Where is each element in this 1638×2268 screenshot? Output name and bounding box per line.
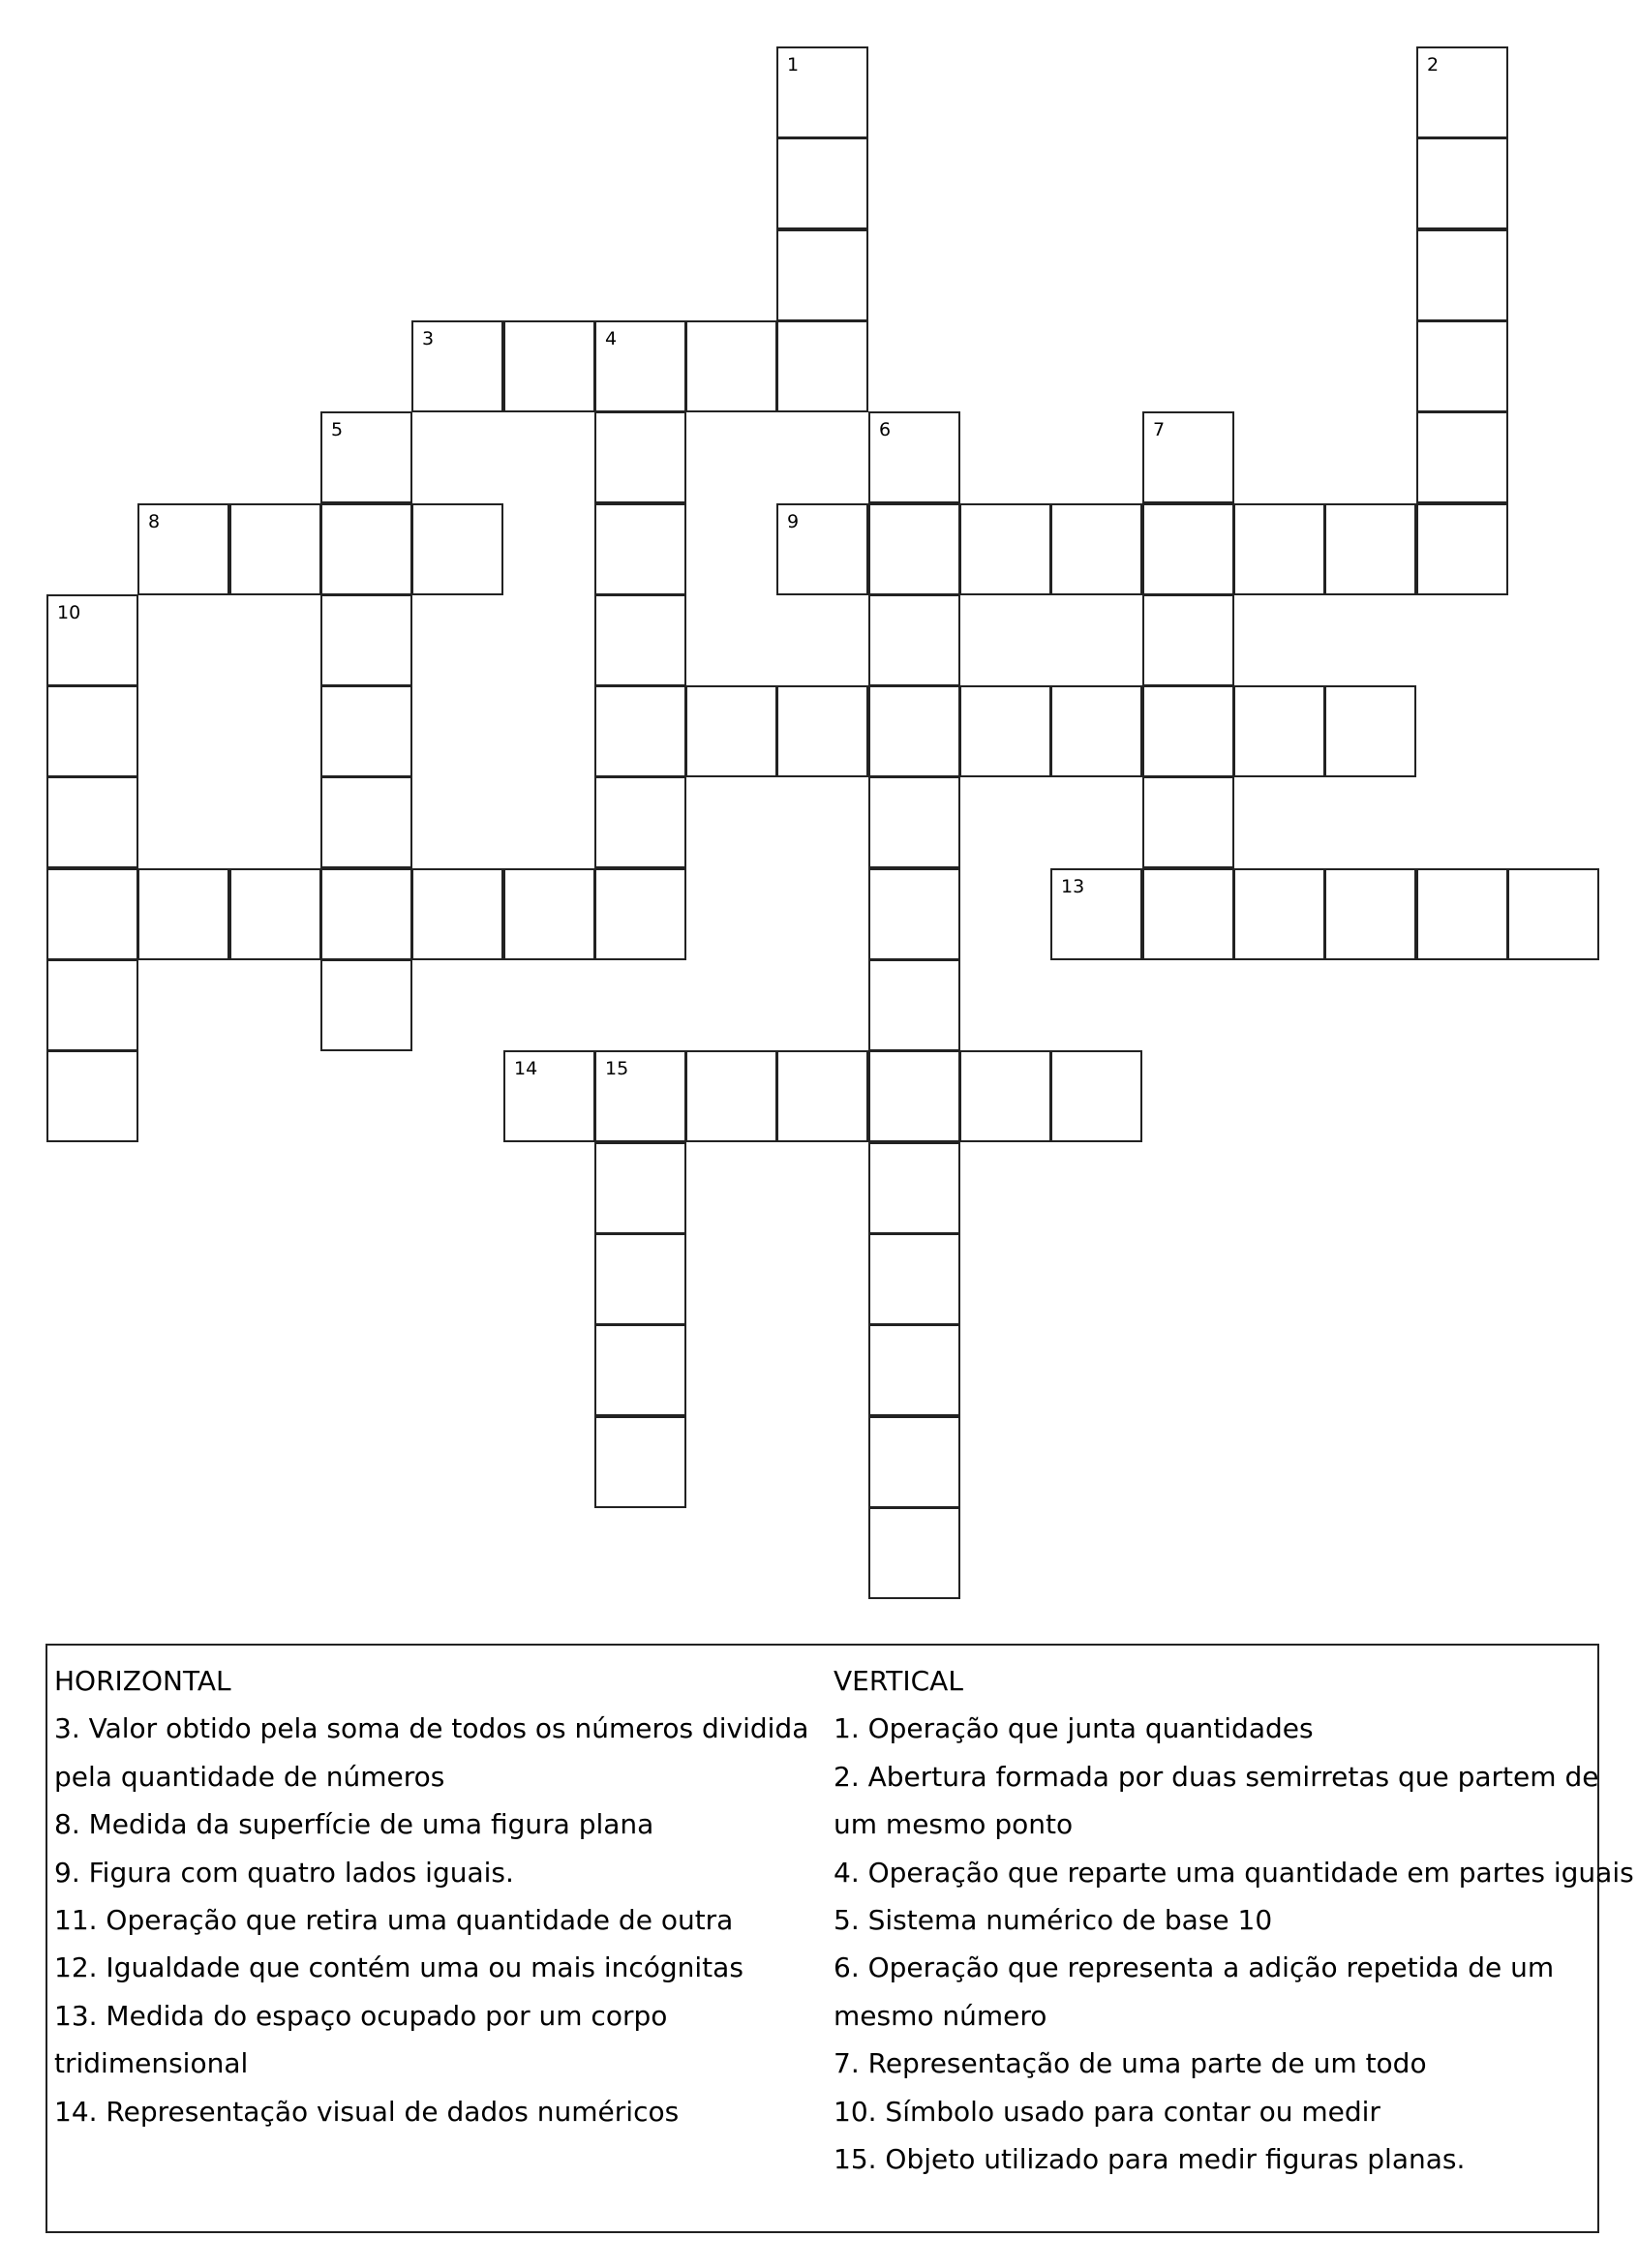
horizontal-heading: HORIZONTAL	[54, 1665, 231, 1697]
crossword-cell[interactable]	[503, 320, 595, 412]
crossword-cell[interactable]	[1416, 320, 1508, 412]
crossword-cell[interactable]	[868, 1233, 960, 1325]
crossword-cell[interactable]	[411, 503, 503, 595]
crossword-cell[interactable]	[1050, 685, 1142, 777]
crossword-cell[interactable]	[594, 411, 686, 503]
crossword-cell[interactable]	[320, 503, 412, 595]
clue-number: 7	[1153, 419, 1166, 440]
crossword-cell[interactable]	[868, 959, 960, 1051]
crossword-cell[interactable]	[1142, 776, 1234, 868]
crossword-cell[interactable]	[594, 868, 686, 960]
clue-number: 1	[787, 54, 800, 76]
crossword-cell[interactable]	[1416, 503, 1508, 595]
crossword-cell-10[interactable]	[46, 594, 138, 686]
crossword-cell[interactable]	[776, 1050, 868, 1142]
crossword-cell[interactable]	[868, 1142, 960, 1234]
clue-number: 5	[331, 419, 344, 440]
crossword-cell[interactable]	[868, 594, 960, 686]
clue-line: 15. Objeto utilizado para medir figuras planas.	[834, 2143, 1466, 2176]
crossword-cell[interactable]	[594, 776, 686, 868]
clue-line: 6. Operação que representa a adição repetida de um	[834, 1951, 1555, 1984]
crossword-cell[interactable]	[868, 1507, 960, 1599]
vertical-heading: VERTICAL	[834, 1665, 963, 1697]
clue-number: 3	[422, 328, 435, 349]
crossword-cell[interactable]	[868, 1324, 960, 1416]
clue-number: 13	[1061, 876, 1085, 897]
crossword-cell[interactable]	[959, 1050, 1051, 1142]
crossword-cell[interactable]	[1050, 503, 1142, 595]
crossword-cell-4[interactable]	[594, 320, 686, 412]
crossword-cell[interactable]	[776, 137, 868, 229]
crossword-cell[interactable]	[503, 868, 595, 960]
crossword-cell[interactable]	[411, 868, 503, 960]
crossword-cell[interactable]	[229, 503, 321, 595]
crossword-cell[interactable]	[1416, 411, 1508, 503]
clue-line: um mesmo ponto	[834, 1808, 1074, 1841]
clue-line: 7. Representação de uma parte de um todo	[834, 2047, 1427, 2080]
crossword-cell[interactable]	[594, 685, 686, 777]
crossword-cell-2[interactable]	[1416, 46, 1508, 138]
clue-line: 14. Representação visual de dados numéricos	[54, 2095, 680, 2128]
clue-line: 12. Igualdade que contém uma ou mais incógnitas	[54, 1951, 743, 1984]
crossword-cell[interactable]	[594, 1416, 686, 1508]
clue-line: 1. Operação que junta quantidades	[834, 1712, 1314, 1745]
crossword-cell[interactable]	[1324, 503, 1416, 595]
clue-line: tridimensional	[54, 2047, 249, 2080]
crossword-cell[interactable]	[1416, 229, 1508, 321]
crossword-cell[interactable]	[46, 959, 138, 1051]
clue-number: 9	[787, 511, 800, 532]
crossword-cell[interactable]	[685, 1050, 777, 1142]
clue-line: 3. Valor obtido pela soma de todos os números dividida	[54, 1712, 809, 1745]
crossword-cell[interactable]	[776, 229, 868, 321]
vertical-clues	[834, 1657, 1634, 2183]
crossword-cell[interactable]	[1142, 503, 1234, 595]
crossword-cell[interactable]	[868, 1416, 960, 1508]
crossword-cell[interactable]	[959, 503, 1051, 595]
crossword-cell[interactable]	[1142, 868, 1234, 960]
crossword-cell[interactable]	[685, 320, 777, 412]
clue-number: 10	[57, 602, 81, 623]
crossword-cell[interactable]	[1324, 685, 1416, 777]
crossword-cell[interactable]	[685, 685, 777, 777]
crossword-cell-7[interactable]	[1142, 411, 1234, 503]
crossword-cell[interactable]	[594, 1324, 686, 1416]
crossword-cell-13[interactable]	[1050, 868, 1142, 960]
crossword-cell[interactable]	[868, 503, 960, 595]
crossword-cell[interactable]	[1142, 685, 1234, 777]
clue-line: 13. Medida do espaço ocupado por um corpo	[54, 1999, 668, 2032]
crossword-cell[interactable]	[1233, 868, 1325, 960]
crossword-cell[interactable]	[1233, 685, 1325, 777]
clue-line: pela quantidade de números	[54, 1760, 445, 1793]
crossword-cell[interactable]	[1416, 137, 1508, 229]
clue-line: mesmo número	[834, 1999, 1047, 2032]
crossword-cell-5[interactable]	[320, 411, 412, 503]
clue-number: 2	[1427, 54, 1440, 76]
clue-number: 15	[605, 1058, 629, 1079]
crossword-cell-9[interactable]	[776, 503, 868, 595]
crossword-cell[interactable]	[320, 959, 412, 1051]
crossword-cell[interactable]	[776, 685, 868, 777]
clue-line: 8. Medida da superfície de uma figura plana	[54, 1808, 654, 1841]
crossword-cell-8[interactable]	[137, 503, 229, 595]
crossword-cell[interactable]	[46, 776, 138, 868]
crossword-cell[interactable]	[776, 320, 868, 412]
clue-line: 4. Operação que reparte uma quantidade em partes iguais	[834, 1856, 1634, 1889]
clue-line: 2. Abertura formada por duas semirretas que partem de	[834, 1760, 1599, 1793]
crossword-cell[interactable]	[1416, 868, 1508, 960]
crossword-cell-15[interactable]	[594, 1050, 686, 1142]
crossword-cell[interactable]	[959, 685, 1051, 777]
crossword-cell[interactable]	[1142, 594, 1234, 686]
clue-number: 6	[879, 419, 892, 440]
crossword-cell-14[interactable]	[503, 1050, 595, 1142]
crossword-cell-3[interactable]	[411, 320, 503, 412]
crossword-cell[interactable]	[868, 776, 960, 868]
crossword-cell[interactable]	[229, 868, 321, 960]
crossword-cell[interactable]	[594, 1233, 686, 1325]
crossword-cell[interactable]	[46, 1050, 138, 1142]
crossword-cell-1[interactable]	[776, 46, 868, 138]
crossword-cell[interactable]	[320, 776, 412, 868]
crossword-cell[interactable]	[46, 868, 138, 960]
clue-line: 9. Figura com quatro lados iguais.	[54, 1856, 514, 1889]
crossword-cell[interactable]	[594, 594, 686, 686]
crossword-cell[interactable]	[868, 868, 960, 960]
crossword-cell[interactable]	[320, 594, 412, 686]
clue-line: 11. Operação que retira uma quantidade de outra	[54, 1904, 734, 1937]
crossword-cell[interactable]	[868, 685, 960, 777]
crossword-cell-6[interactable]	[868, 411, 960, 503]
crossword-cell[interactable]	[594, 1142, 686, 1234]
crossword-cell[interactable]	[137, 868, 229, 960]
clue-line: 10. Símbolo usado para contar ou medir	[834, 2095, 1380, 2128]
crossword-cell[interactable]	[1324, 868, 1416, 960]
crossword-cell[interactable]	[1233, 503, 1325, 595]
horizontal-clues	[54, 1657, 809, 2135]
crossword-cell[interactable]	[868, 1050, 960, 1142]
crossword-cell[interactable]	[594, 503, 686, 595]
crossword-cell[interactable]	[1507, 868, 1599, 960]
crossword-cell[interactable]	[320, 685, 412, 777]
crossword-cell[interactable]	[320, 868, 412, 960]
crossword-cell[interactable]	[1050, 1050, 1142, 1142]
crossword-cell[interactable]	[46, 685, 138, 777]
clue-number: 8	[148, 511, 161, 532]
clue-line: 5. Sistema numérico de base 10	[834, 1904, 1273, 1937]
clues-box	[46, 1644, 1634, 2233]
clue-number: 4	[605, 328, 618, 349]
clue-number: 14	[514, 1058, 538, 1079]
